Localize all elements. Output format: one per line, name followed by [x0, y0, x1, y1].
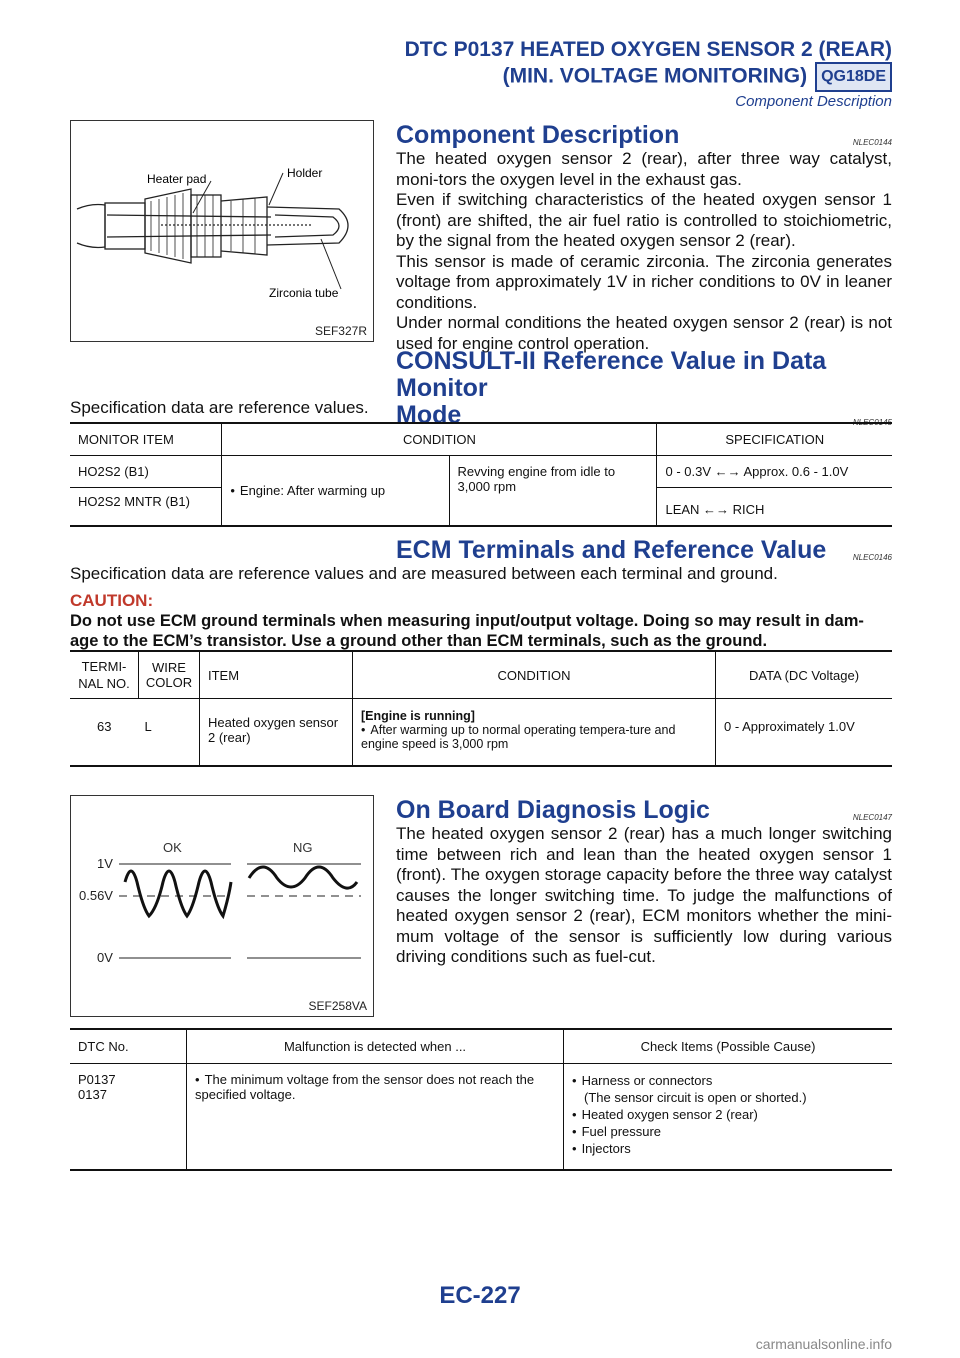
consult-heading-line1: CONSULT-II Reference Value in Data Monitor [396, 347, 827, 402]
dtc-table [70, 1028, 892, 1171]
column-header: ITEM [200, 651, 353, 699]
paragraph: This sensor is made of ceramic zirconia. The zirconia generates voltage from approximately 1V in richer conditions to 0V in leaner conditions. [396, 251, 892, 312]
consult-heading-line2: Mode [396, 401, 462, 429]
component-description-section [396, 122, 892, 354]
check-item: • Injectors [572, 1140, 884, 1157]
caution-label: CAUTION: [70, 590, 154, 610]
wire-color: L [144, 719, 152, 734]
ok-label: OK [163, 840, 182, 855]
heater-pad-label: Heater pad [147, 172, 207, 186]
column-header: DTC No. [78, 1039, 129, 1054]
section-code: NLEC0147 [852, 813, 892, 822]
table-header-row [70, 423, 892, 456]
specification: LEAN ←→ RICH [657, 488, 892, 527]
dc-voltage: 0 - Approximately 1.0V [716, 699, 893, 767]
condition-title: [Engine is running] [361, 709, 475, 723]
obd-text: The heated oxygen sensor 2 (rear) has a much longer switching time between rich and lean than the heated oxygen sensor 1 (front). The oxygen storage capacity before the three way catalyst causes the longer switching time. To judge the malfunctions of heated oxygen sensor 2 (rear), ECM monitors whether the mini-mum voltage of the sensor is sufficiently low during various driving conditions such as fuel-cut. [396, 824, 892, 966]
column-header: MONITOR ITEM [78, 432, 174, 447]
obd-heading: On Board Diagnosis Logic [396, 796, 710, 824]
table-header-row [70, 1029, 892, 1064]
column-header: TERMI-NAL NO. [78, 659, 130, 691]
column-header: WIRE COLOR [139, 651, 200, 699]
header-title-line2: (MIN. VOLTAGE MONITORING) [502, 64, 808, 88]
ng-label: NG [293, 840, 313, 855]
column-header: SPECIFICATION [657, 423, 892, 456]
ng-waveform [249, 867, 357, 888]
sensor-figure [70, 120, 374, 342]
consult-section [396, 348, 892, 429]
header-title-line1: DTC P0137 HEATED OXYGEN SENSOR 2 (REAR) [404, 38, 892, 61]
caution-text: Do not use ECM ground terminals when measuring input/output voltage. Doing so may result in dam-age to the ECM’s transistor. Use a ground other than ECM terminals, such as the ground. [70, 611, 864, 650]
check-item: • Heated oxygen sensor 2 (rear) [572, 1106, 884, 1123]
ecm-item: Heated oxygen sensor 2 (rear) [200, 699, 353, 767]
page-number: EC-227 [439, 1282, 521, 1309]
section-code: NLEC0145 [852, 418, 892, 427]
column-header: CONDITION [222, 423, 657, 456]
paragraph: Under normal conditions the heated oxygen sensor 2 (rear) is not used for engine control operation. [396, 313, 892, 353]
waveform-chart [71, 796, 373, 1016]
column-header: DATA (DC Voltage) [716, 651, 893, 699]
dtc-code-alt: 0137 [78, 1087, 107, 1102]
table-row [70, 1064, 892, 1171]
table-row [70, 699, 892, 767]
paragraph: Even if switching characteristics of the heated oxygen sensor 1 (front) are shifted, the air fuel ratio is controlled to stoichiometric, by the signal from the heated oxygen sensor 2 (rear). [396, 190, 892, 250]
terminal-no: 63 [97, 719, 112, 734]
column-header: Check Items (Possible Cause) [564, 1029, 893, 1064]
table-row [70, 456, 892, 488]
ecm-intro: Specification data are reference values and are measured between each terminal and ground. [70, 564, 778, 583]
malfunction-text: • The minimum voltage from the sensor does not reach the specified voltage. [195, 1072, 555, 1102]
0v-label: 0V [97, 950, 113, 965]
paragraph: The heated oxygen sensor 2 (rear), after three way catalyst, moni-tors the oxygen level in the exhaust gas. [396, 149, 892, 189]
watermark: carmanualsonline.info [755, 1336, 892, 1352]
consult-intro: Specification data are reference values. [70, 398, 369, 417]
condition-text: • Engine: After warming up [230, 483, 385, 498]
obd-waveform-figure [70, 795, 374, 1017]
column-header: CONDITION [353, 651, 716, 699]
engine-badge: QG18DE [815, 62, 892, 92]
ok-waveform [125, 871, 231, 916]
check-item-note: (The sensor circuit is open or shorted.) [584, 1090, 807, 1105]
obd-section [396, 797, 892, 968]
check-item: • Harness or connectors [572, 1072, 884, 1089]
ecm-heading: ECM Terminals and Reference Value [396, 536, 827, 564]
monitor-item: HO2S2 MNTR (B1) [78, 494, 190, 509]
header-subtitle: Component Description [735, 93, 892, 110]
056v-label: 0.56V [79, 888, 113, 903]
monitor-item: HO2S2 (B1) [78, 464, 149, 479]
component-description-heading: Component Description [396, 121, 680, 149]
check-item: • Fuel pressure [572, 1123, 884, 1140]
sub-condition: Revving engine from idle to 3,000 rpm [449, 456, 657, 527]
figure-code-sef258va: SEF258VA [308, 999, 367, 1013]
ecm-table [70, 650, 892, 767]
1v-label: 1V [97, 856, 113, 871]
column-header: Malfunction is detected when ... [187, 1029, 564, 1064]
condition-bullet: • After warming up to normal operating tempera-ture and engine speed is 3,000 rpm [361, 723, 707, 751]
section-code: NLEC0146 [852, 553, 892, 562]
specification: 0 - 0.3V ←→ Approx. 0.6 - 1.0V [657, 456, 892, 488]
dtc-code: P0137 [78, 1072, 116, 1087]
consult-table [70, 422, 892, 527]
zirconia-tube-label: Zirconia tube [269, 286, 339, 300]
figure-code-sef327r: SEF327R [314, 324, 367, 338]
ecm-section [70, 537, 892, 651]
section-code: NLEC0144 [852, 138, 892, 147]
holder-label: Holder [287, 166, 323, 180]
sensor-cross-section-diagram [71, 121, 373, 341]
page-header [0, 38, 892, 110]
table-header-row [70, 651, 892, 699]
